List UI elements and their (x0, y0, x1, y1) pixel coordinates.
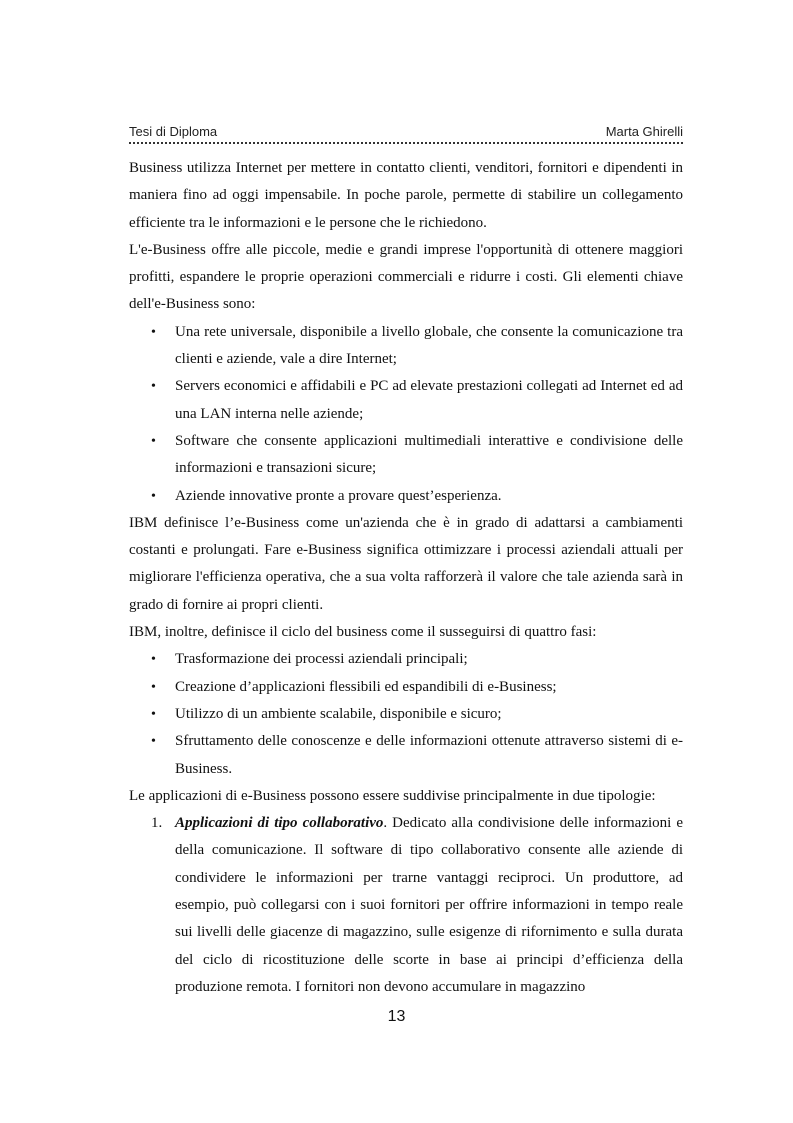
bullet-icon: • (151, 379, 156, 395)
list-item: • Utilizzo di un ambiente scalabile, disponibile e sicuro; (129, 701, 683, 728)
list-item: • Servers economici e affidabili e PC ad elevate prestazioni collegati ad Internet ed ad una LAN interna nelle aziende; (129, 373, 683, 428)
list-number: 1. (151, 815, 163, 832)
applications-list (129, 810, 683, 1001)
application-title: Applicazioni di tipo collaborativo (175, 815, 384, 832)
list-item: • Aziende innovative pronte a provare quest’esperienza. (129, 483, 683, 510)
paragraph-ebusiness-offer: L'e-Business offre alle piccole, medie e grandi imprese l'opportunità di ottenere maggiori profitti, espandere le proprie operazioni commerciali e ridurre i costi. Gli elementi chiave dell'e-Business sono: (129, 241, 683, 313)
bullet-icon: • (151, 734, 156, 750)
bullet-icon: • (151, 324, 156, 340)
header-thesis-title: Tesi di Diploma (129, 124, 218, 139)
list-item: • Software che consente applicazioni multimediali interattive e condivisione delle informazioni e transazioni sicure; (129, 428, 683, 483)
bullet-icon: • (151, 706, 156, 722)
paragraph-ibm-definition: IBM definisce l’e-Business come un'azienda che è in grado di adattarsi a cambiamenti costanti e prolungati. Fare e-Business significa ottimizzare i processi aziendali attuali per migliorare l'efficienza operativa, che a sua volta rafforzerà il valore che tale azienda sarà in grado di fornire ai propri clienti. (129, 514, 683, 613)
bullet-icon: • (151, 488, 156, 504)
list-item (129, 810, 683, 1001)
bullet-icon: • (151, 433, 156, 449)
page-number: 13 (387, 1008, 406, 1025)
page-header (129, 124, 683, 144)
paragraph-business-intro: Business utilizza Internet per mettere in contatto clienti, venditori, fornitori e dipendenti in maniera fino ad oggi impensabile. In poche parole, permette di stabilire un collegamento efficiente tra le informazioni e le persone che le richiedono. (129, 160, 683, 231)
phases-list (129, 646, 683, 782)
paragraph-ibm-cycle: IBM, inoltre, definisce il ciclo del business come il susseguirsi di quattro fasi: (129, 624, 597, 641)
list-item: • Sfruttamento delle conoscenze e delle informazioni ottenute attraverso sistemi di e-Business. (129, 728, 683, 783)
list-item: • Una rete universale, disponibile a livello globale, che consente la comunicazione tra clienti e aziende, vale a dire Internet; (129, 319, 683, 374)
list-item: • Trasformazione dei processi aziendali principali; (129, 646, 683, 673)
list-item: • Creazione d’applicazioni flessibili ed espandibili di e-Business; (129, 674, 683, 701)
bullet-icon: • (151, 652, 156, 668)
application-description: . Dedicato alla condivisione delle informazioni e della comunicazione. Il software di tipo collaborativo consente alle aziende di condividere le informazioni per trarne vantaggi reciproci. Un produttore, ad esempio, può collegarsi con i suoi fornitori per offrire informazioni in tempo reale sui livelli delle giacenze di magazzino, sulle esigenze di rifornimento e sulla durata del ciclo di ricostituzione delle scorte in base ai principi d’efficienza della produzione remota. I fornitori non devono accumulare in magazzino (175, 815, 684, 995)
page-body (129, 155, 683, 1001)
bullet-icon: • (151, 679, 156, 695)
paragraph-applications-intro: Le applicazioni di e-Business possono essere suddivise principalmente in due tipologie: (129, 787, 656, 804)
header-author: Marta Ghirelli (605, 124, 683, 139)
key-elements-list (129, 319, 683, 510)
